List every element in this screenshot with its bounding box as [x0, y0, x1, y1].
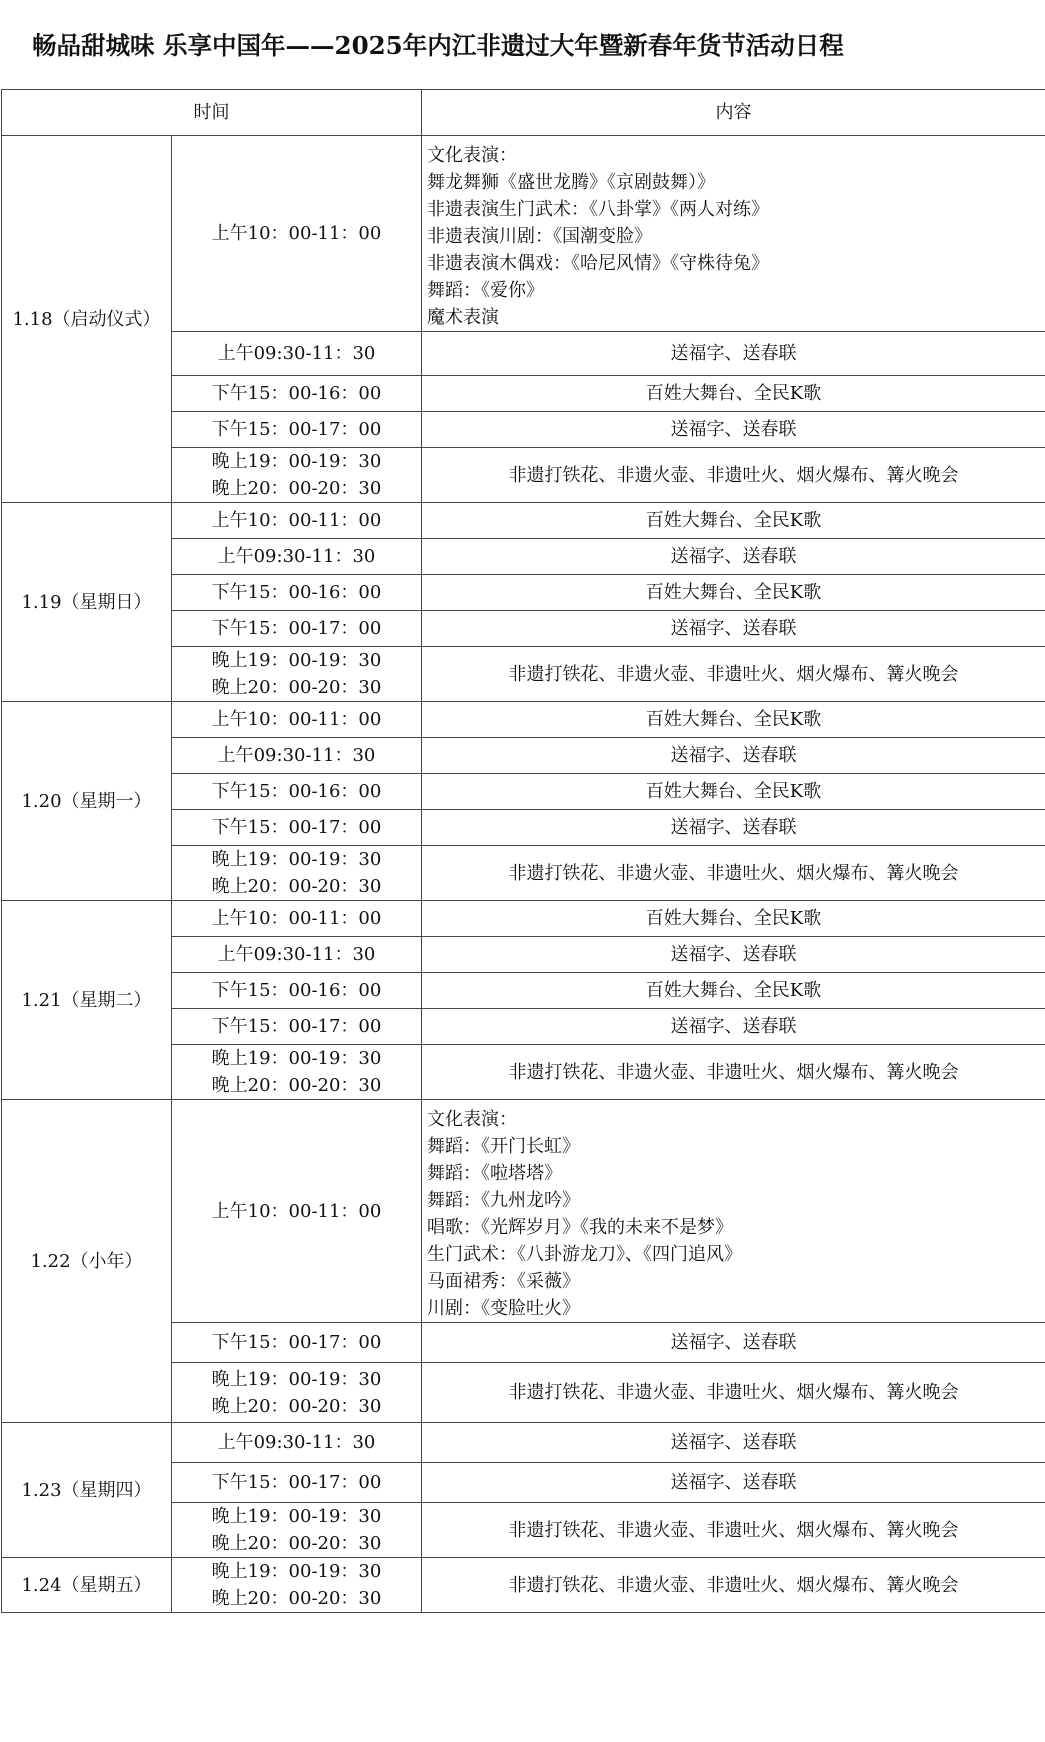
time-text: 下午15：00-17：00 [211, 419, 382, 440]
time-text: 晚上20：00-20：30 [211, 1533, 382, 1554]
content-text: 马面裙秀：《采薇》 [427, 1271, 580, 1292]
content-cell [422, 1423, 1045, 1463]
content-text: 非遗打铁花、非遗火壶、非遗吐火、烟火爆布、篝火晚会 [508, 1519, 959, 1541]
content-cell [422, 376, 1045, 412]
content-text: 生门武术：《八卦游龙刀》、《四门追风》 [427, 1244, 742, 1265]
content-cell [422, 539, 1045, 575]
time-text: 上午10：00-11：00 [211, 223, 382, 244]
time-text: 晚上20：00-20：30 [211, 1588, 382, 1609]
content-cell [422, 1558, 1045, 1613]
date-cell: 1.23（星期四） [2, 1423, 172, 1558]
time-text: 下午15：00-16：00 [211, 383, 382, 404]
content-cell [422, 810, 1045, 846]
content-text: 送福字、送春联 [670, 419, 797, 440]
content-text: 非遗表演川剧：《国潮变脸》 [427, 226, 652, 247]
content-text: 百姓大舞台、全民K歌 [645, 980, 822, 1001]
time-text: 上午09:30-11：30 [217, 944, 376, 965]
content-cell [422, 448, 1045, 503]
content-text: 百姓大舞台、全民K歌 [645, 781, 822, 802]
content-text: 非遗打铁花、非遗火壶、非遗吐火、烟火爆布、篝火晚会 [508, 663, 959, 685]
time-cell [172, 1558, 422, 1613]
content-cell [422, 973, 1045, 1009]
content-cell [422, 136, 1045, 332]
time-cell [172, 973, 422, 1009]
schedule-table [1, 89, 1045, 1613]
content-text: 送福字、送春联 [670, 1432, 797, 1453]
table-row [2, 503, 1045, 539]
header-row [2, 90, 1045, 136]
time-cell [172, 810, 422, 846]
time-text: 晚上19：00-19：30 [211, 650, 382, 671]
time-cell [172, 575, 422, 611]
time-cell [172, 332, 422, 376]
content-text: 非遗表演生门武术：《八卦掌》《两人对练》 [427, 199, 769, 220]
time-text: 上午10：00-11：00 [211, 510, 382, 531]
content-cell [422, 846, 1045, 901]
content-text: 非遗打铁花、非遗火壶、非遗吐火、烟火爆布、篝火晚会 [508, 464, 959, 486]
content-text: 舞蹈：《爱你》 [427, 280, 544, 301]
content-text: 送福字、送春联 [670, 1016, 797, 1037]
content-text: 送福字、送春联 [670, 1472, 797, 1493]
content-text: 舞蹈：《九州龙吟》 [427, 1190, 580, 1211]
table-row [2, 1100, 1045, 1323]
content-text: 百姓大舞台、全民K歌 [645, 510, 822, 531]
time-cell [172, 1323, 422, 1363]
time-text: 上午09:30-11：30 [217, 546, 376, 567]
time-text: 晚上19：00-19：30 [211, 1368, 382, 1390]
date-cell: 1.19（星期日） [2, 503, 172, 702]
content-text: 百姓大舞台、全民K歌 [645, 908, 822, 929]
time-cell [172, 1503, 422, 1558]
content-text: 非遗打铁花、非遗火壶、非遗吐火、烟火爆布、篝火晚会 [508, 1574, 959, 1596]
table-row [2, 1558, 1045, 1613]
content-text: 舞蹈：《开门长虹》 [427, 1136, 580, 1157]
time-text: 下午15：00-17：00 [211, 817, 382, 838]
content-cell [422, 1009, 1045, 1045]
time-cell [172, 1100, 422, 1323]
content-text: 文化表演： [427, 145, 517, 166]
time-cell [172, 1463, 422, 1503]
content-cell [422, 1463, 1045, 1503]
time-text: 下午15：00-16：00 [211, 980, 382, 1001]
table-row [2, 702, 1045, 738]
time-text: 下午15：00-16：00 [211, 582, 382, 603]
date-cell: 1.20（星期一） [2, 702, 172, 901]
time-text: 上午09:30-11：30 [217, 1432, 376, 1453]
content-text: 非遗打铁花、非遗火壶、非遗吐火、烟火爆布、篝火晚会 [508, 862, 959, 884]
time-cell [172, 503, 422, 539]
time-text: 晚上20：00-20：30 [211, 478, 382, 499]
time-cell [172, 647, 422, 702]
time-cell [172, 412, 422, 448]
content-text: 川剧：《变脸吐火》 [427, 1298, 580, 1319]
time-text: 晚上20：00-20：30 [211, 1395, 382, 1417]
time-text: 上午10：00-11：00 [211, 709, 382, 730]
time-cell [172, 448, 422, 503]
content-cell [422, 503, 1045, 539]
time-cell [172, 136, 422, 332]
time-cell [172, 611, 422, 647]
time-text: 晚上20：00-20：30 [211, 677, 382, 698]
time-text: 晚上19：00-19：30 [211, 1506, 382, 1527]
content-cell [422, 937, 1045, 973]
time-cell [172, 901, 422, 937]
content-cell [422, 1100, 1045, 1323]
table-row [2, 136, 1045, 332]
content-text: 送福字、送春联 [670, 618, 797, 639]
date-cell: 1.21（星期二） [2, 901, 172, 1100]
time-cell [172, 1009, 422, 1045]
time-cell [172, 1045, 422, 1100]
content-text: 非遗打铁花、非遗火壶、非遗吐火、烟火爆布、篝火晚会 [508, 1061, 959, 1083]
content-cell [422, 575, 1045, 611]
content-text: 舞龙舞狮《盛世龙腾》《京剧鼓舞）》 [427, 172, 715, 193]
time-text: 上午10：00-11：00 [211, 908, 382, 929]
time-cell [172, 1363, 422, 1423]
content-text: 百姓大舞台、全民K歌 [645, 709, 822, 730]
content-cell [422, 412, 1045, 448]
date-cell: 1.18（启动仪式） [2, 136, 172, 503]
time-cell [172, 738, 422, 774]
content-cell [422, 901, 1045, 937]
time-text: 下午15：00-17：00 [211, 1472, 382, 1493]
content-cell [422, 1503, 1045, 1558]
header-time: 时间 [2, 90, 422, 136]
content-cell [422, 1045, 1045, 1100]
time-cell [172, 1423, 422, 1463]
time-text: 晚上19：00-19：30 [211, 849, 382, 870]
content-text: 文化表演： [427, 1109, 517, 1130]
time-text: 晚上19：00-19：30 [211, 1048, 382, 1069]
content-cell [422, 1363, 1045, 1423]
page-title: 畅品甜城味 乐享中国年——2025年内江非遗过大年暨新春年货节活动日程 [32, 30, 844, 60]
date-cell: 1.22（小年） [2, 1100, 172, 1423]
time-cell [172, 937, 422, 973]
time-cell [172, 846, 422, 901]
content-text: 送福字、送春联 [670, 745, 797, 766]
content-text: 非遗打铁花、非遗火壶、非遗吐火、烟火爆布、篝火晚会 [508, 1382, 959, 1403]
content-text: 送福字、送春联 [670, 817, 797, 838]
content-text: 送福字、送春联 [670, 343, 797, 364]
content-cell [422, 332, 1045, 376]
content-text: 唱歌：《光辉岁月》《我的未来不是梦》 [427, 1217, 733, 1238]
content-text: 魔术表演 [427, 307, 499, 328]
time-text: 上午10：00-11：00 [211, 1200, 382, 1222]
time-text: 晚上20：00-20：30 [211, 1075, 382, 1096]
content-text: 百姓大舞台、全民K歌 [645, 383, 822, 404]
content-cell [422, 738, 1045, 774]
time-text: 下午15：00-17：00 [211, 618, 382, 639]
time-text: 晚上20：00-20：30 [211, 876, 382, 897]
time-text: 晚上19：00-19：30 [211, 451, 382, 472]
content-text: 送福字、送春联 [670, 546, 797, 567]
content-text: 送福字、送春联 [670, 944, 797, 965]
content-cell [422, 702, 1045, 738]
time-text: 上午09:30-11：30 [217, 343, 376, 364]
time-text: 下午15：00-17：00 [211, 1332, 382, 1353]
date-cell: 1.24（星期五） [2, 1558, 172, 1613]
header-content: 内容 [422, 90, 1045, 136]
content-text: 非遗表演木偶戏：《哈尼风情》《守株待兔》 [427, 253, 769, 274]
time-text: 上午09:30-11：30 [217, 745, 376, 766]
content-text: 百姓大舞台、全民K歌 [645, 582, 822, 603]
content-text: 舞蹈：《啦塔塔》 [427, 1163, 562, 1184]
schedule-body [2, 136, 1045, 1613]
time-text: 下午15：00-16：00 [211, 781, 382, 802]
content-cell [422, 611, 1045, 647]
time-cell [172, 539, 422, 575]
time-cell [172, 702, 422, 738]
content-cell [422, 1323, 1045, 1363]
time-text: 下午15：00-17：00 [211, 1016, 382, 1037]
content-cell [422, 774, 1045, 810]
content-text: 送福字、送春联 [670, 1332, 797, 1353]
table-row [2, 901, 1045, 937]
time-text: 晚上19：00-19：30 [211, 1561, 382, 1582]
content-cell [422, 647, 1045, 702]
table-row [2, 1423, 1045, 1463]
time-cell [172, 774, 422, 810]
time-cell [172, 376, 422, 412]
